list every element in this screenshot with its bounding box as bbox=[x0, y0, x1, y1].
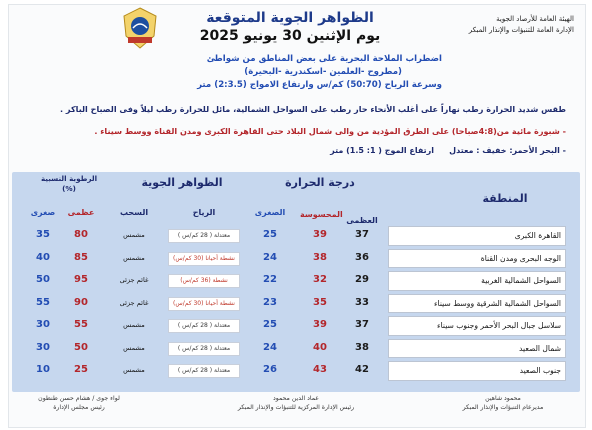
cell-clouds: غائم جزئى bbox=[119, 276, 149, 284]
cell-clouds: مشمس bbox=[123, 231, 145, 239]
cell-wind: نشطة أحيانا (30 كم/س) bbox=[168, 252, 240, 266]
forecast-table bbox=[12, 172, 580, 392]
director-role: مديرعام التنبؤات والإنذار المبكر bbox=[462, 404, 544, 411]
cell-humidity-min: 50 bbox=[36, 274, 50, 285]
table-row-region: سلاسل جبال البحر الأحمر وجنوب سيناء bbox=[388, 316, 566, 336]
cell-humidity-max: 90 bbox=[74, 296, 88, 308]
signature-chairman bbox=[24, 394, 134, 412]
cell-humidity-min: 10 bbox=[36, 364, 50, 375]
cell-wind: نشطة (36 كم/س) bbox=[168, 274, 240, 288]
sea-warning-line3: وسرعة الرياح (50:70) كم/س وارتفاع الامواج (2:3.5) متر bbox=[197, 80, 442, 90]
table-row-region: القاهرة الكبرى bbox=[388, 226, 566, 246]
cell-clouds: مشمس bbox=[123, 343, 145, 352]
header-region: المنطقة bbox=[482, 192, 528, 205]
cell-humidity-min: 30 bbox=[36, 319, 50, 330]
chairman-name: لواء جوى / هشام حسن طنطون bbox=[38, 395, 120, 402]
cell-wind: معتدلة ( 28 كم/س ) bbox=[168, 229, 240, 243]
sea-warning-line1: اضطراب الملاحة البحرية على بعض المناطق من شواطئ bbox=[206, 54, 442, 64]
cell-wind: نشطة أحيانا (30 كم/س) bbox=[168, 297, 240, 311]
header-phenomena: الظواهر الجوية bbox=[141, 176, 223, 189]
table-row-region: شمال الصعيد bbox=[388, 339, 566, 359]
wave-height: ارتفاع الموج ( 1: 1.5) متر bbox=[330, 146, 434, 155]
central-head-role: رئيس الإدارة المركزية للتنبؤات والإنذار المبكر bbox=[237, 404, 355, 411]
cell-wind: معتدلة ( 28 كم/س ) bbox=[168, 364, 240, 378]
cell-feels-like: 39 bbox=[313, 319, 327, 330]
table-row-region: جنوب الصعيد bbox=[388, 361, 566, 381]
cell-feels-like: 40 bbox=[313, 341, 327, 353]
cell-min-temp: 23 bbox=[263, 296, 277, 308]
chairman-role: رئيس مجلس الإدارة bbox=[53, 404, 105, 411]
org-department: الإدارة العامة للتنبؤات والإنذار المبكر bbox=[468, 26, 574, 34]
cell-humidity-max: 55 bbox=[74, 319, 88, 330]
sea-warning-line2: (مطروح -العلمين -اسكندرية -البحيرة) bbox=[244, 67, 402, 77]
header-max: العظمى bbox=[346, 216, 378, 225]
cell-humidity-max: 95 bbox=[74, 274, 88, 285]
cell-max-temp: 33 bbox=[355, 296, 369, 308]
org-name: الهيئة العامة للأرصاد الجوية bbox=[496, 15, 574, 23]
header-feels-like: المحسوسة bbox=[300, 210, 343, 219]
header-min: الصغرى bbox=[254, 208, 286, 217]
header-humidity-max: عظمى bbox=[67, 208, 95, 217]
cell-clouds: مشمس bbox=[123, 253, 145, 262]
fog-warning: - شبورة مائية من(4:8صباحا) على الطرق المؤدية من والى شمال البلاد حتى القاهرة الكبرى ومدن القناة ووسط سيناء . bbox=[94, 126, 566, 136]
cell-max-temp: 37 bbox=[355, 229, 369, 240]
page-title: الظواهر الجوية المتوقعة bbox=[206, 10, 374, 26]
cell-humidity-min: 30 bbox=[36, 341, 50, 353]
forecast-date: يوم الإثنين 30 يونيو 2025 bbox=[199, 28, 381, 44]
cell-clouds: مشمس bbox=[123, 321, 145, 329]
header-wind: الرياح bbox=[192, 208, 216, 217]
cell-feels-like: 35 bbox=[313, 296, 327, 308]
weather-description: طقس شديد الحرارة رطب نهاراً على أغلب الأنحاء حار رطب على السواحل الشمالية، مائل للحرارة رطب ليلاً وفى الصباح الباكر . bbox=[60, 104, 566, 114]
cell-humidity-max: 25 bbox=[74, 364, 88, 375]
central-head-name: عماد الدين محمود bbox=[273, 395, 319, 402]
cell-humidity-max: 85 bbox=[74, 251, 88, 263]
cell-humidity-min: 55 bbox=[36, 296, 50, 308]
cell-wind: معتدلة ( 28 كم/س ) bbox=[168, 342, 240, 356]
header-temperature: درجة الحرارة bbox=[285, 176, 355, 189]
cell-feels-like: 38 bbox=[313, 251, 327, 263]
cell-min-temp: 24 bbox=[263, 341, 277, 353]
signature-director bbox=[428, 394, 578, 412]
header-humidity-min: صغرى bbox=[30, 208, 56, 217]
cell-clouds: مشمس bbox=[123, 366, 145, 374]
cell-min-temp: 25 bbox=[263, 229, 277, 240]
red-sea-state: - البحر الأحمر: خفيف : معتدل bbox=[449, 146, 566, 155]
table-row-region: الوجه البحرى ومدن القناة bbox=[388, 249, 566, 269]
cell-humidity-min: 35 bbox=[36, 229, 50, 240]
table-row-region: السواحل الشمالية الشرقية ووسط سيناء bbox=[388, 294, 566, 314]
table-row-region: السواحل الشمالية الغربية bbox=[388, 271, 566, 291]
cell-wind: معتدلة ( 28 كم/س ) bbox=[168, 319, 240, 333]
cell-feels-like: 32 bbox=[313, 274, 327, 285]
cell-humidity-max: 50 bbox=[74, 341, 88, 353]
cell-clouds: غائم جزئى bbox=[119, 298, 149, 307]
cell-max-temp: 38 bbox=[355, 341, 369, 353]
cell-min-temp: 26 bbox=[263, 364, 277, 375]
header-clouds: السحب bbox=[119, 208, 149, 217]
signature-central-head bbox=[196, 394, 396, 412]
organization-block bbox=[424, 14, 574, 36]
cell-min-temp: 24 bbox=[263, 251, 277, 263]
cell-feels-like: 43 bbox=[313, 364, 327, 375]
cell-max-temp: 29 bbox=[355, 274, 369, 285]
cell-max-temp: 37 bbox=[355, 319, 369, 330]
cell-humidity-min: 40 bbox=[36, 251, 50, 263]
cell-humidity-max: 80 bbox=[74, 229, 88, 240]
cell-min-temp: 22 bbox=[263, 274, 277, 285]
cell-max-temp: 36 bbox=[355, 251, 369, 263]
director-name: محمود شاهين bbox=[485, 395, 521, 402]
cell-max-temp: 42 bbox=[355, 364, 369, 375]
cell-min-temp: 25 bbox=[263, 319, 277, 330]
header-humidity: الرطوبة النسبية (%) bbox=[40, 174, 98, 193]
cell-feels-like: 39 bbox=[313, 229, 327, 240]
